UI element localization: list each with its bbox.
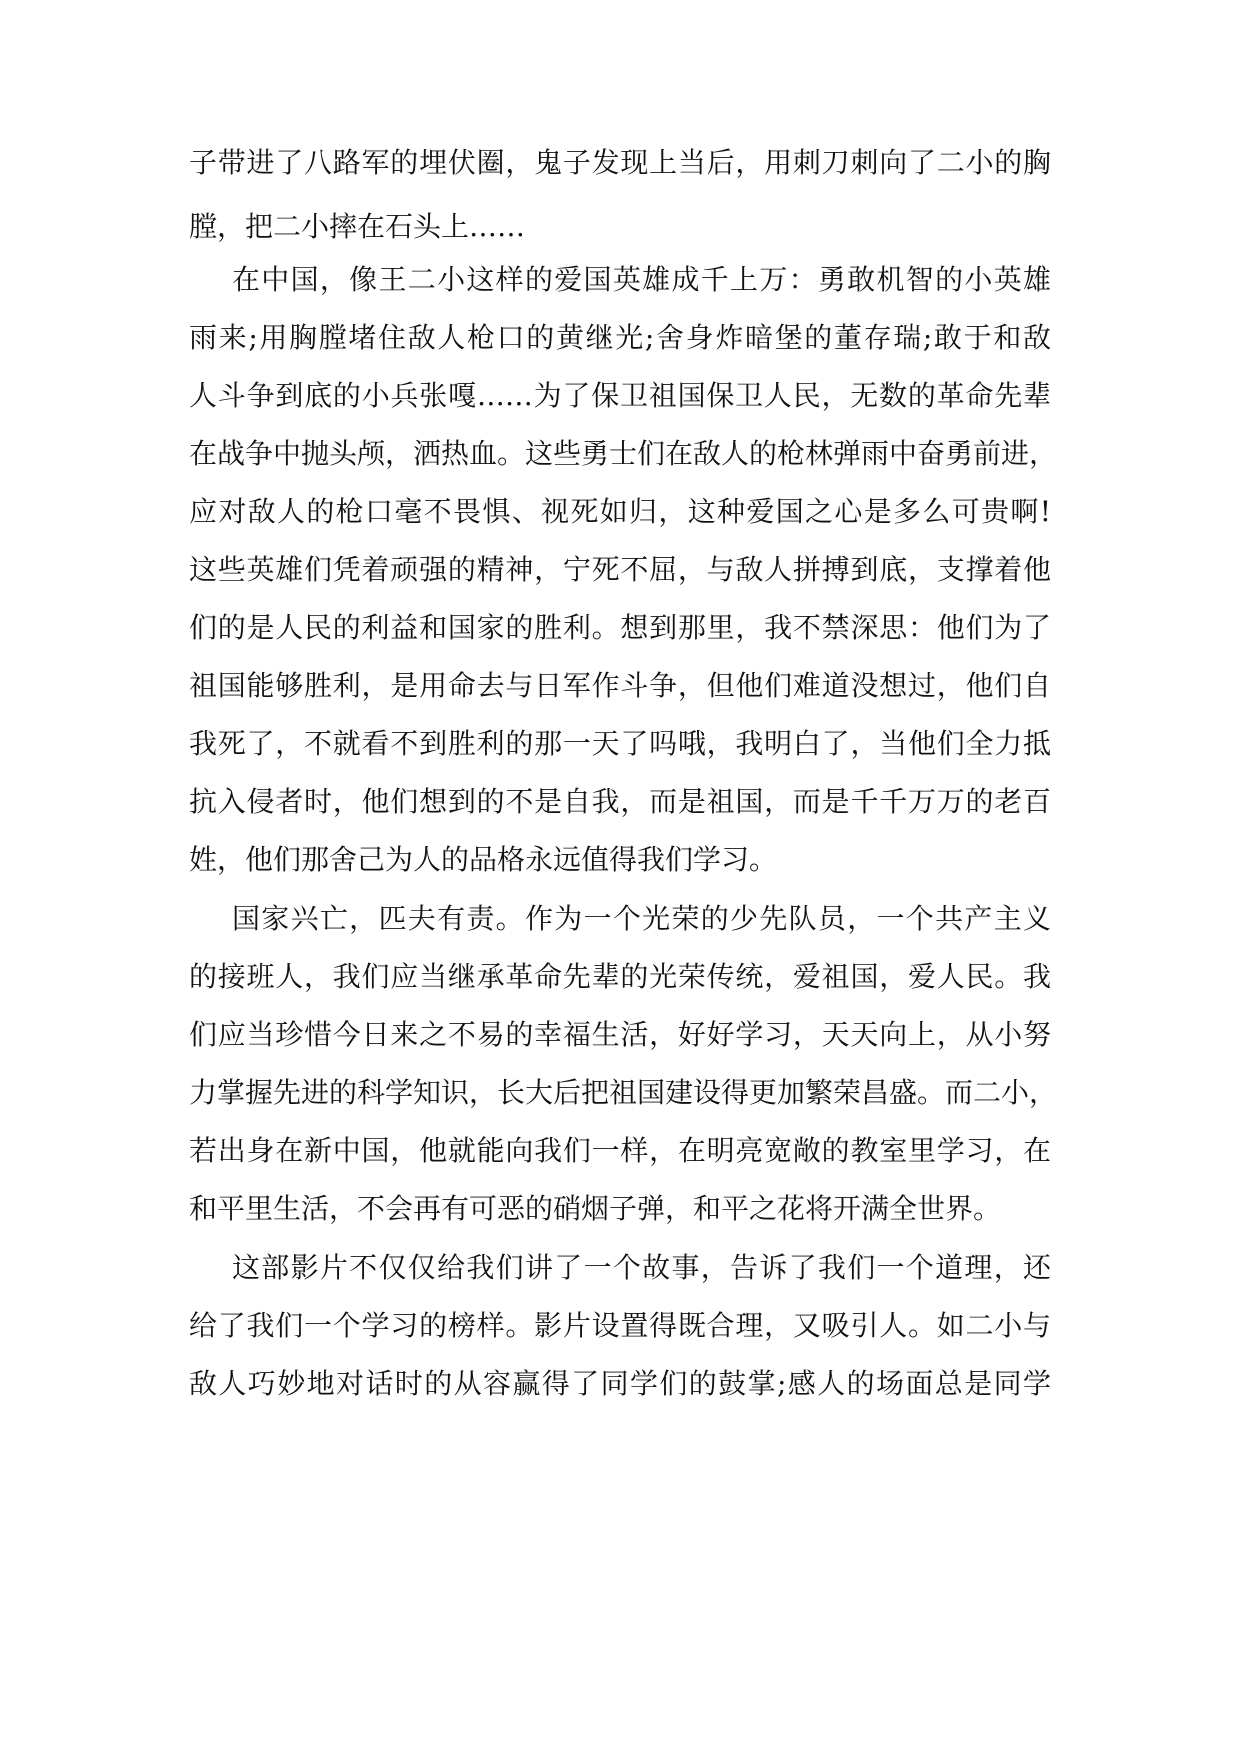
text-line: 在战争中抛头颅，洒热血。这些勇士们在敌人的枪林弹雨中奋勇前进，: [189, 437, 1058, 470]
paragraph-first-line: 这部影片不仅仅给我们讲了一个故事，告诉了我们一个道理，还: [232, 1251, 1051, 1284]
text-line: 力掌握先进的科学知识，长大后把祖国建设得更加繁荣昌盛。而二小，: [189, 1076, 1058, 1109]
text-line: 若出身在新中国，他就能向我们一样，在明亮宽敞的教室里学习，在: [189, 1134, 1051, 1167]
text-line: 姓，他们那舍己为人的品格永远值得我们学习。: [189, 843, 778, 876]
paragraph-first-line: 在中国，像王二小这样的爱国英雄成千上万：勇敢机智的小英雄: [232, 263, 1051, 296]
text-line: 雨来;用胸膛堵住敌人枪口的黄继光;舍身炸暗堡的董存瑞;敢于和敌: [189, 321, 1051, 354]
paragraph-first-line: 国家兴亡，匹夫有责。作为一个光荣的少先队员，一个共产主义: [232, 902, 1051, 935]
text-line: 们的是人民的利益和国家的胜利。想到那里，我不禁深思：他们为了: [189, 611, 1051, 644]
text-line: 的接班人，我们应当继承革命先辈的光荣传统，爱祖国，爱人民。我: [189, 960, 1051, 993]
text-line: 子带进了八路军的埋伏圈，鬼子发现上当后，用刺刀刺向了二小的胸: [189, 146, 1051, 179]
text-line: 祖国能够胜利，是用命去与日军作斗争，但他们难道没想过，他们自: [189, 669, 1051, 702]
text-line: 应对敌人的枪口毫不畏惧、视死如归，这种爱国之心是多么可贵啊!: [189, 495, 1051, 528]
text-line: 们应当珍惜今日来之不易的幸福生活，好好学习，天天向上，从小努: [189, 1018, 1051, 1051]
text-line: 抗入侵者时，他们想到的不是自我，而是祖国，而是千千万万的老百: [189, 785, 1051, 818]
text-line: 膛，把二小摔在石头上……: [189, 210, 526, 243]
text-line: 给了我们一个学习的榜样。影片设置得既合理，又吸引人。如二小与: [189, 1309, 1051, 1342]
text-line: 敌人巧妙地对话时的从容赢得了同学们的鼓掌;感人的场面总是同学: [189, 1367, 1051, 1400]
text-line: 这些英雄们凭着顽强的精神，宁死不屈，与敌人拼搏到底，支撑着他: [189, 553, 1051, 586]
text-line: 和平里生活，不会再有可恶的硝烟子弹，和平之花将开满全世界。: [189, 1192, 1002, 1225]
text-line: 人斗争到底的小兵张嘎……为了保卫祖国保卫人民，无数的革命先辈: [189, 379, 1051, 412]
text-line: 我死了，不就看不到胜利的那一天了吗哦，我明白了，当他们全力抵: [189, 727, 1051, 760]
